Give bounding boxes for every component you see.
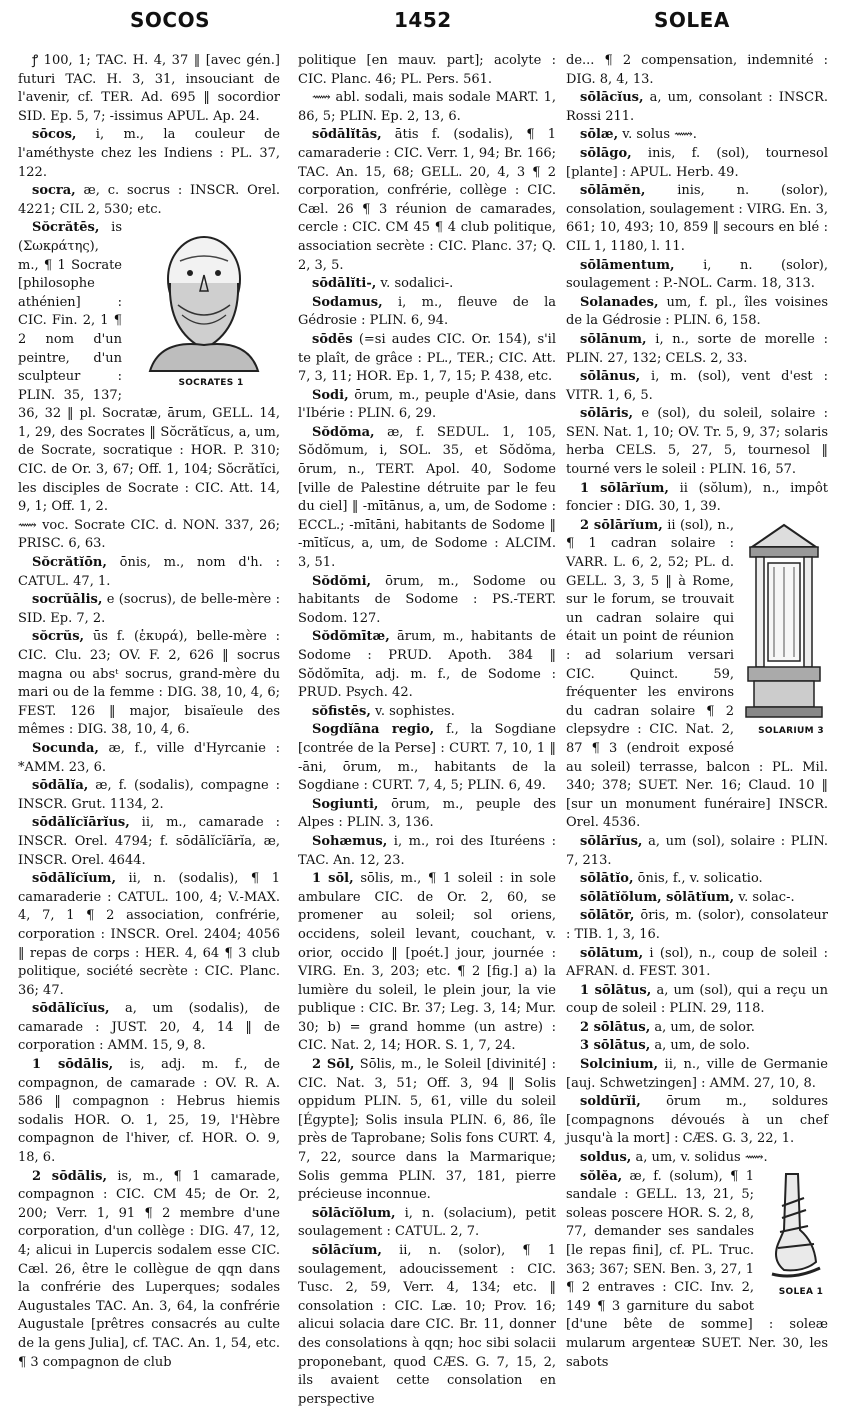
solea-figure [760, 1170, 828, 1302]
solarium-caption: SOLARIUM 3 [758, 725, 824, 736]
page-number: 1452 [394, 8, 452, 32]
entry-headword: soldūrĭi, [580, 1094, 641, 1110]
entry-definition: i, n. (solacium), petit soulagement : CATUL. 2, 7. [298, 1205, 556, 1240]
entry-headword: Socunda, [32, 740, 99, 756]
dictionary-entry [18, 814, 280, 870]
dictionary-entry [18, 1000, 280, 1056]
entry-headword: sōlāmĕn, [580, 183, 646, 199]
entry-headword: 1 sōlārĭum, [580, 480, 669, 496]
entry-headword: soldus, [580, 1150, 632, 1166]
dictionary-entry [566, 870, 828, 889]
entry-definition: i, m., fleuve de la Gédrosie : PLIN. 6, 94. [298, 294, 556, 329]
header-left-guideword: SOCOS [130, 8, 210, 32]
dictionary-entry [566, 945, 828, 982]
page-header [14, 8, 832, 48]
dictionary-entry [566, 89, 828, 126]
entry-definition: a, um (sodalis), de camarade : JUST. 20, 4, 14 ‖ de corporation : AMM. 15, 9, 8. [18, 1001, 280, 1054]
entry-definition: i, n. (solor), soulagement : P.-NOL. Carm. 18, 313. [566, 257, 828, 292]
entry-headword: sōdālĭti-, [312, 276, 377, 292]
entry-definition: um, f. pl., îles voisines de la Gédrosie : PLIN. 6, 158. [566, 294, 828, 329]
entry-headword: sōcos, [32, 127, 77, 143]
entry-definition: is (Σωκράτης), m., ¶ 1 Socrate [philosophe athénien] : CIC. Fin. 2, 1 ¶ 2 nom d'un peintre, d'un sculpteur : PLIN. 35, 137; 36, 32 ‖ pl. Socratæ, ārum, GELL. 14, 1, 29, des Socrates ‖ Sŏcrătĭcus, a, um, de Socrate, socratique : HOR. P. 310; CIC. de Or. 3, 67; Off. 1, 104; Sŏcrătĭci, les disciples de Socrate : CIC. Att. 14, 9, 1; Off. 1, 2. [18, 220, 280, 515]
entry-definition: ii, n. (sodalis), ¶ 1 camaraderie : CATUL. 100, 4; V.-MAX. 4, 7, 1 ¶ 2 association, confrérie, corporation : INSCR. Orel. 2404; 4056 ‖ repas de corps : HER. 4, 64 ¶ 3 club politique, société secrète : CIC. Planc. 36; 47. [18, 871, 280, 998]
dictionary-entry [566, 294, 828, 331]
dictionary-entry [298, 628, 556, 702]
dictionary-entry [298, 89, 556, 126]
entry-headword: sŏlĕa, [580, 1168, 623, 1184]
solarium-figure [740, 519, 828, 741]
entry-headword: sōlātĭŏlum, sōlātĭum, [580, 889, 735, 905]
dictionary-entry [566, 1019, 828, 1038]
entry-headword: Solanades, [580, 294, 659, 310]
entry-definition: ii, m., camarade : INSCR. Orel. 4794; f. sōdālĭcĭārĭa, æ, INSCR. Orel. 4644. [18, 815, 280, 868]
dictionary-entry [566, 982, 828, 1019]
entry-headword: sōdālĭcĭum, [32, 871, 116, 887]
entry-headword: sōlæ, [580, 127, 619, 143]
dictionary-entry [298, 331, 556, 387]
dictionary-entry [298, 1056, 556, 1205]
entry-definition: i, n., sorte de morelle : PLIN. 27, 132; CELS. 2, 33. [566, 331, 828, 366]
column-1 [18, 52, 280, 1370]
entry-definition: is, m., ¶ 1 camarade, compagnon : CIC. CM 45; de Or. 2, 200; Verr. 1, 91 ¶ 2 membre d'une corporation, d'un collège : DIG. 47, 12, 4; alicui in Lupercis sodalem esse CIC. Cæl. 26, être le collègue de qqn dans la confrérie des Luperques; sodales Augustales TAC. An. 3, 64, la confrérie Augustale [prêtres consacrés au culte de la gens Julia], cf. TAC. An. 1, 54, etc. ¶ 3 compagnon de club [18, 1168, 280, 1370]
dictionary-entry [298, 424, 556, 573]
entry-headword: sōlācĭum, [312, 1243, 382, 1258]
entry-definition: æ, f. (solum), ¶ 1 sandale : GELL. 13, 21, 5; soleas poscere HOR. S. 2, 8, 77, demander ses sandales [le repas fini], cf. PL. Truc. 363; 367; SEN. Ben. 3, 27, 1 ¶ 2 entraves : CIC. Inv. 2, 149 ¶ 3 garniture du sabot [d'une bête de somme] : soleæ mularum argenteæ SUET. Ner. 30, les sabots [566, 1168, 828, 1370]
entry-definition: ii (sŏlum), n., impôt foncier : DIG. 30, 1, 39. [566, 480, 828, 515]
entry-definition: i, m., roi des Ituréens : TAC. An. 12, 23. [298, 833, 556, 868]
dictionary-entry [566, 1056, 828, 1093]
entry-headword: sōlāris, [580, 406, 633, 422]
header-right-guideword: SOLEA [654, 8, 730, 32]
entry-definition: a, um, de solor. [650, 1019, 755, 1035]
entry-definition: inis, f. (sol), tournesol [plante] : APUL. Herb. 49. [566, 145, 828, 180]
dictionary-entry [566, 52, 828, 89]
entry-headword: sōlātĭo, [580, 871, 634, 887]
dictionary-entry [566, 833, 828, 870]
entry-headword: Sogiunti, [312, 796, 379, 812]
dictionary-entry [298, 294, 556, 331]
entry-headword: socra, [32, 183, 76, 199]
dictionary-entry [298, 833, 556, 870]
entry-headword: 2 sōlātus, [580, 1019, 651, 1035]
entry-headword: Sŏdŏmi, [312, 573, 372, 589]
entry-headword: sōlānum, [580, 331, 647, 347]
entry-definition: a, um, de solo. [650, 1038, 750, 1054]
entry-headword: sōdēs [312, 331, 353, 347]
entry-definition: de... ¶ 2 compensation, indemnité : DIG. 8, 4, 13. [566, 53, 828, 87]
dictionary-entry [298, 870, 556, 1056]
entry-definition: ōrum, m., peuple des Alpes : PLIN. 3, 136. [298, 796, 556, 831]
entry-headword: Sŏdŏma, [312, 424, 375, 440]
entry-headword: Sogdĭāna regio, [312, 722, 435, 738]
entry-headword: Sŏcrătēs, [32, 220, 100, 236]
entry-headword: sōlānus, [580, 369, 641, 385]
column-2 [298, 52, 556, 1407]
dictionary-entry [298, 1242, 556, 1409]
dictionary-entry [298, 387, 556, 424]
solarium-column-icon [744, 519, 824, 719]
entry-headword: 3 sōlātus, [580, 1038, 651, 1054]
dictionary-entry [18, 777, 280, 814]
dictionary-entry [18, 517, 280, 554]
entry-headword: sōlātŏr, [580, 908, 635, 924]
dictionary-entry [566, 331, 828, 368]
entry-headword: socrŭālis, [32, 592, 103, 608]
entry-definition: æ, c. socrus : INSCR. Orel. 4221; CIL 2, 530; etc. [18, 183, 280, 217]
dictionary-entry [18, 52, 280, 126]
dictionary-entry [298, 52, 556, 89]
dictionary-entry [298, 126, 556, 275]
entry-definition: v. solus ⟿. [618, 127, 697, 143]
entry-headword: 1 sōl, [312, 871, 354, 887]
entry-definition: e (sol), du soleil, solaire : SEN. Nat. 1, 10; OV. Tr. 5, 9, 37; solaris herba CELS. 5, 27, 5, tournesol ‖ tourné vers le soleil : PLIN. 16, 57. [566, 406, 828, 478]
dictionary-entry [298, 796, 556, 833]
entry-definition: ōris, m. (solor), consolateur : TIB. 1, 3, 16. [566, 908, 828, 942]
entry-headword: Sohæmus, [312, 833, 388, 849]
entry-definition: ii, n. (solor), ¶ 1 soulagement, adoucissement : CIC. Tusc. 2, 59, Verr. 4, 134; etc. ‖ consolation : CIC. Læ. 10; Prov. 16; alicui solacia dare CIC. Br. 11, donner des consolations à qqn; hoc sibi solacii proponebant, quod CÆS. G. 7, 15, 2, ils avaient cette consolation en perspective [298, 1243, 556, 1407]
entry-definition: ōrum, m., peuple d'Asie, dans l'Ibérie : PLIN. 6, 29. [298, 387, 556, 422]
dictionary-entry [18, 740, 280, 777]
entry-definition: ātis f. (sodalis), ¶ 1 camaraderie : CIC. Verr. 1, 94; Br. 166; TAC. An. 15, 68; GELL. 20, 4, 3 ¶ 2 corporation, confrérie, collège : CIC. Cæl. 26 ¶ 3 réunion de camarades, cercle : CIC. CM 45 ¶ 4 club politique, association secrète : CIC. Planc. 37; Q. 2, 3, 5. [298, 127, 556, 273]
column-3 [566, 52, 828, 1370]
entry-headword: sōlāmentum, [580, 257, 675, 273]
entry-headword: Sŏcrătĭōn, [32, 555, 107, 571]
sandal-foot-icon [764, 1170, 824, 1280]
entry-headword: 2 sōdālis, [32, 1168, 107, 1184]
dictionary-entry [566, 145, 828, 182]
solea-caption: SOLEA 1 [778, 1286, 824, 1297]
socrates-caption: SOCRATES 1 [178, 378, 244, 389]
dictionary-entry [566, 1168, 828, 1373]
dictionary-entry [18, 126, 280, 182]
entry-headword: sŏcrŭs, [32, 629, 85, 645]
dictionary-entry [566, 405, 828, 479]
dictionary-entry [298, 573, 556, 629]
dictionary-entry [566, 1037, 828, 1056]
entry-headword: Solcinium, [580, 1057, 658, 1073]
dictionary-entry [18, 1056, 280, 1168]
entry-definition: a, um, v. solidus ⟿. [631, 1150, 768, 1166]
entry-definition: æ, f., ville d'Hyrcanie : *AMM. 23, 6. [18, 740, 280, 775]
entry-definition: ōrum m., soldures [compagnons dévoués à un chef jusqu'à la mort] : CÆS. G. 3, 22, 1. [566, 1094, 828, 1147]
entry-definition: ii (sol), n., ¶ 1 cadran solaire : VARR. L. 6, 2, 52; PL. d. GELL. 3, 3, 5 ‖ à Rome, sur le forum, se trouvait un cadran solaire qui était un point de réunion : ad solarium versari CIC. Quinct. 59, fréquenter les environs du cadran solaire ¶ 2 clepsydre : CIC. Nat. 2, 87 ¶ 3 (endroit exposé au soleil) terrasse, balcon : PL. Mil. 340; 378; SUET. Ner. 16; Claud. 10 ‖ [sur un monument funéraire] INSCR. Orel. 4536. [566, 517, 828, 831]
entry-definition: ⟿ voc. Socrate CIC. d. NON. 337, 26; PRISC. 6, 63. [18, 517, 280, 552]
dictionary-entry [566, 368, 828, 405]
entry-definition: a, um (sol), qui a reçu un coup de soleil : PLIN. 29, 118. [566, 982, 828, 1017]
dictionary-entry [18, 628, 280, 740]
entry-headword: 1 sōdālis, [32, 1057, 114, 1073]
entry-definition: politique [en mauv. part]; acolyte : CIC. Planc. 46; PL. Pers. 561. [298, 53, 556, 87]
entry-headword: Sodi, [312, 387, 349, 403]
entry-definition: sōlis, m., ¶ 1 soleil : in sole ambulare CIC. de Or. 2, 60, se promener au soleil; sol oriens, occidens, soleil levant, couchant, v. orior, occido ‖ [poét.] jour, journée : VIRG. En. 3, 203; etc. ¶ 2 [fig.] a) la lumière du soleil, le plein jour, la vie publique : CIC. Br. 37; Leg. 3, 14; Mur. 30; b) = grand homme (un astre) : CIC. Nat. 2, 14; HOR. S. 1, 7, 24. [298, 871, 556, 1054]
entry-definition: v. sodalici-. [376, 276, 454, 292]
entry-headword: sōdālĭcĭus, [32, 1001, 110, 1017]
entry-definition: æ, f. (sodalis), compagne : INSCR. Grut. 1134, 2. [18, 778, 280, 812]
entry-definition: æ, f. SEDUL. 1, 105, Sŏdŏmum, i, SOL. 35, et Sŏdŏma, ōrum, n., TERT. Apol. 40, Sodome [ville de Palestine détruite par le feu du ciel] ‖ -mītānus, a, um, de Sodome : ECCL.; -mītāni, habitants de Sodome ‖ -mītĭcus, a, um, de Sodome : ALCIM. 3, 51. [298, 424, 556, 571]
entry-definition: ꝭ 100, 1; TAC. H. 4, 37 ‖ [avec gén.] futuri TAC. H. 3, 31, insouciant de l'avenir, cf. TER. Ad. 695 ‖ socordior SID. Ep. 5, 7; -issimus APUL. Ap. 24. [18, 53, 280, 124]
dictionary-entry [566, 1149, 828, 1168]
entry-headword: sōlācĭŏlum, [312, 1205, 396, 1221]
entry-headword: sōdālĭtās, [312, 127, 382, 143]
entry-headword: sōlātum, [580, 945, 644, 961]
entry-definition: v. sophistes. [370, 703, 455, 719]
entry-definition: inis, n. (solor), consolation, soulagement : VIRG. En. 3, 661; 10, 493; 10, 859 ‖ secours en blé : CIL 1, 1180, l. 11. [566, 183, 828, 254]
dictionary-entry [566, 907, 828, 944]
entry-headword: sōlāgo, [580, 145, 632, 161]
entry-definition: (=si audes CIC. Or. 154), s'il te plaît, de grâce : PL., TER.; CIC. Att. 7, 3, 11; HOR. Ep. 1, 7, 15; P. 438, etc. [298, 331, 556, 385]
entry-definition: is, adj. m. f., de compagnon, de camarade : OV. R. A. 586 ‖ compagnon : Hebrus hiemis sodalis HOR. O. 1, 25, 19, l'Hèbre compagnon de l'hiver, cf. HOR. O. 9, 18, 6. [18, 1057, 280, 1166]
dictionary-entry [298, 703, 556, 722]
entry-definition: i (sol), n., coup de soleil : AFRAN. d. FEST. 301. [566, 945, 828, 980]
dictionary-entry [18, 1168, 280, 1373]
dictionary-entry [566, 1093, 828, 1149]
entry-definition: a, um, consolant : INSCR. Rossi 211. [566, 90, 828, 124]
dictionary-entry [18, 591, 280, 628]
entry-definition: i, m., la couleur de l'améthyste chez les Indiens : PL. 37, 122. [18, 127, 280, 180]
entry-headword: Sodamus, [312, 294, 383, 310]
dictionary-entry [18, 870, 280, 1000]
dictionary-entry [566, 126, 828, 145]
dictionary-entry [18, 219, 280, 517]
entry-headword: sōdālĭa, [32, 778, 89, 794]
entry-definition: ūs f. (ἑκυρά), belle-mère : CIC. Clu. 23; OV. F. 2, 626 ‖ socrus magna ou absᵗ socrus, grand-mère du mari ou de la femme : DIG. 38, 10, 4, 6; FEST. 126 ‖ major, bisaïeule des mêmes : DIG. 38, 10, 4, 6. [18, 629, 280, 738]
dictionary-entry [298, 275, 556, 294]
entry-definition: e (socrus), de belle-mère : SID. Ep. 7, 2. [18, 592, 280, 626]
entry-definition: Sōlis, m., le Soleil [divinité] : CIC. Nat. 3, 51; Off. 3, 94 ‖ Solis oppidum PLIN. 5, 61, ville du soleil [Égypte]; Solis insula PLIN. 6, 86, île près de Taprobane; Solis fons CURT. 4, 7, 22, source dans la Marmarique; Solis gemma PLIN. 37, 181, pierre précieuse inconnue. [298, 1057, 556, 1203]
entry-headword: 1 sōlātus, [580, 982, 652, 998]
entry-definition: ōnis, f., v. solicatio. [633, 871, 763, 887]
entry-definition: f., la Sogdiane [contrée de la Perse] : CURT. 7, 10, 1 ‖ -āni, ōrum, m., habitants de la Sogdiane : CURT. 7, 4, 5; PLIN. 6, 49. [298, 722, 556, 794]
entry-headword: sōlārĭus, [580, 833, 643, 849]
dictionary-entry [298, 721, 556, 795]
entry-definition: a, um (sol), solaire : PLIN. 7, 213. [566, 833, 828, 868]
dictionary-entry [566, 889, 828, 908]
entry-headword: sŏfistēs, [312, 703, 371, 719]
dictionary-entry [566, 257, 828, 294]
entry-definition: i, m. (sol), vent d'est : VITR. 1, 6, 5. [566, 369, 828, 403]
entry-headword: 2 Sōl, [312, 1057, 355, 1073]
dictionary-entry [298, 1205, 556, 1242]
dictionary-entry [566, 517, 828, 833]
dictionary-entry [18, 554, 280, 591]
entry-headword: sōdālĭcĭārĭus, [32, 815, 130, 831]
entry-headword: Sŏdŏmītæ, [312, 629, 390, 645]
dictionary-entry [18, 182, 280, 219]
socrates-figure [128, 221, 280, 393]
entry-definition: v. solac-. [734, 889, 795, 905]
entry-definition: ⟿ abl. sodali, mais sodale MART. 1, 86, 5; PLIN. Ep. 2, 13, 6. [298, 90, 556, 124]
dictionary-entry [566, 182, 828, 256]
dictionary-entry [566, 480, 828, 517]
entry-headword: sōlācĭus, [580, 90, 644, 106]
socrates-bust-icon [130, 221, 278, 371]
entry-definition: ōnis, m., nom d'h. : CATUL. 47, 1. [18, 555, 280, 589]
entry-definition: ārum, m., habitants de Sodome : PRUD. Apoth. 384 ‖ Sŏdŏmīta, adj. m. f., de Sodome : PRUD. Psych. 42. [298, 629, 556, 701]
entry-headword: 2 sōlārĭum, [580, 517, 663, 533]
entry-definition: ōrum, m., Sodome ou habitants de Sodome : PS.-TERT. Sodom. 127. [298, 573, 556, 626]
entry-definition: ii, n., ville de Germanie [auj. Schwetzingen] : AMM. 27, 10, 8. [566, 1057, 828, 1091]
